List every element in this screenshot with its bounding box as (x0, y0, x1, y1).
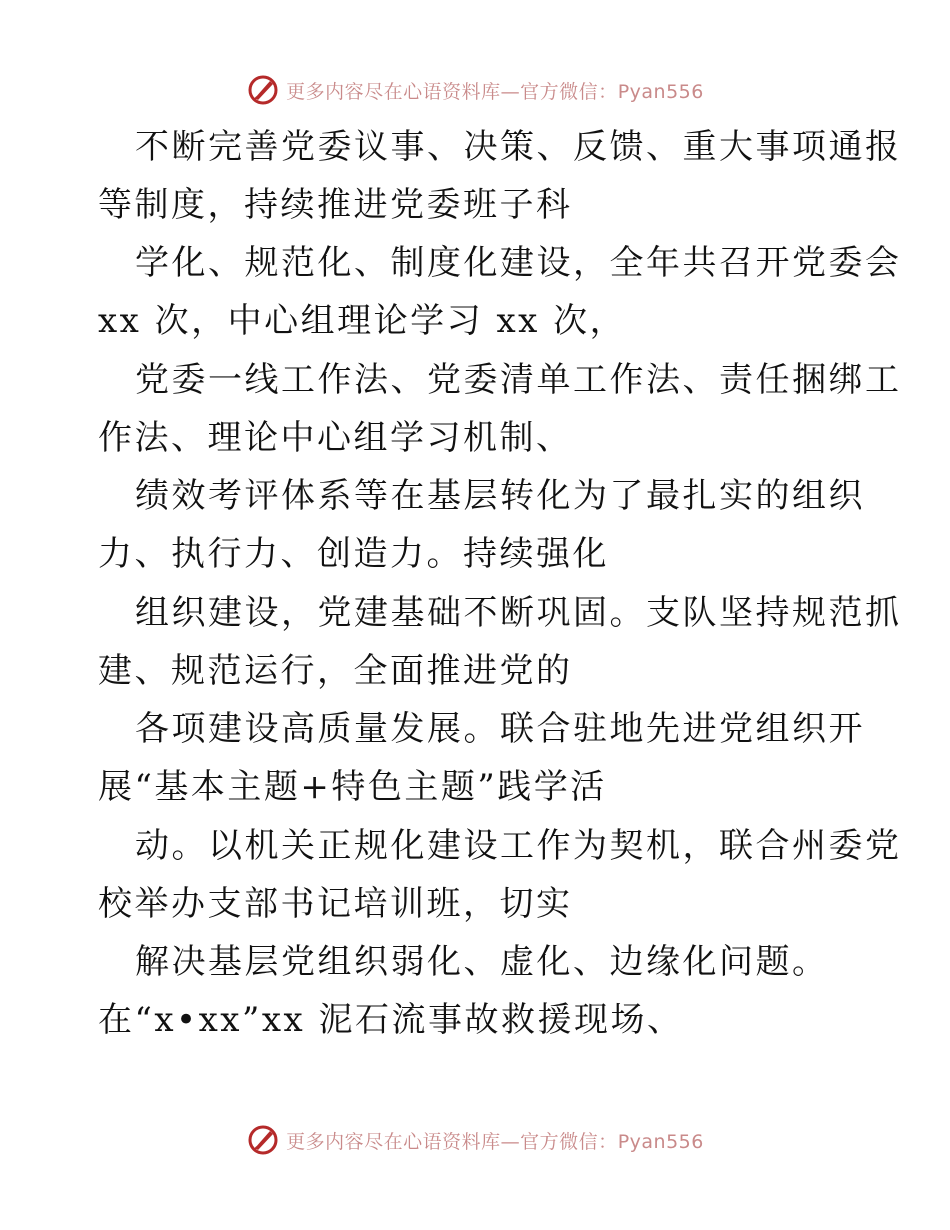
watermark-text: 更多内容尽在心语资料库—官方微信：Pyan556 (286, 80, 704, 103)
body-line: 力、执行力、创造力。持续强化 (98, 534, 609, 574)
body-line: 学化、规范化、制度化建设，全年共召开党委会 (135, 243, 902, 283)
quill-logo-icon (246, 73, 280, 107)
quill-logo-icon (246, 1123, 280, 1157)
body-line: xx 次，中心组理论学习 xx 次， (98, 301, 627, 341)
footer-watermark (0, 1120, 950, 1160)
body-line: 绩效考评体系等在基层转化为了最扎实的组织 (135, 476, 865, 516)
body-line: 动。以机关正规化建设工作为契机，联合州委党 (135, 826, 902, 866)
watermark-text: 更多内容尽在心语资料库—官方微信：Pyan556 (286, 1130, 704, 1153)
body-line: 不断完善党委议事、决策、反馈、重大事项通报 (135, 127, 902, 167)
body-line: 建、规范运行，全面推进党的 (98, 651, 573, 691)
body-line: 组织建设，党建基础不断巩固。支队坚持规范抓 (135, 593, 902, 633)
body-line: 在“x•xx”xx 泥石流事故救援现场、 (98, 1000, 684, 1040)
body-line: 党委一线工作法、党委清单工作法、责任捆绑工 (135, 360, 902, 400)
body-line: 解决基层党组织弱化、虚化、边缘化问题。 (135, 942, 829, 982)
header-watermark (0, 70, 950, 110)
body-line: 校举办支部书记培训班，切实 (98, 884, 573, 924)
body-line: 作法、理论中心组学习机制、 (98, 418, 573, 458)
body-line: 等制度，持续推进党委班子科 (98, 185, 573, 225)
body-line: 展“基本主题+特色主题”践学活 (98, 767, 607, 807)
body-line: 各项建设高质量发展。联合驻地先进党组织开 (135, 709, 865, 749)
